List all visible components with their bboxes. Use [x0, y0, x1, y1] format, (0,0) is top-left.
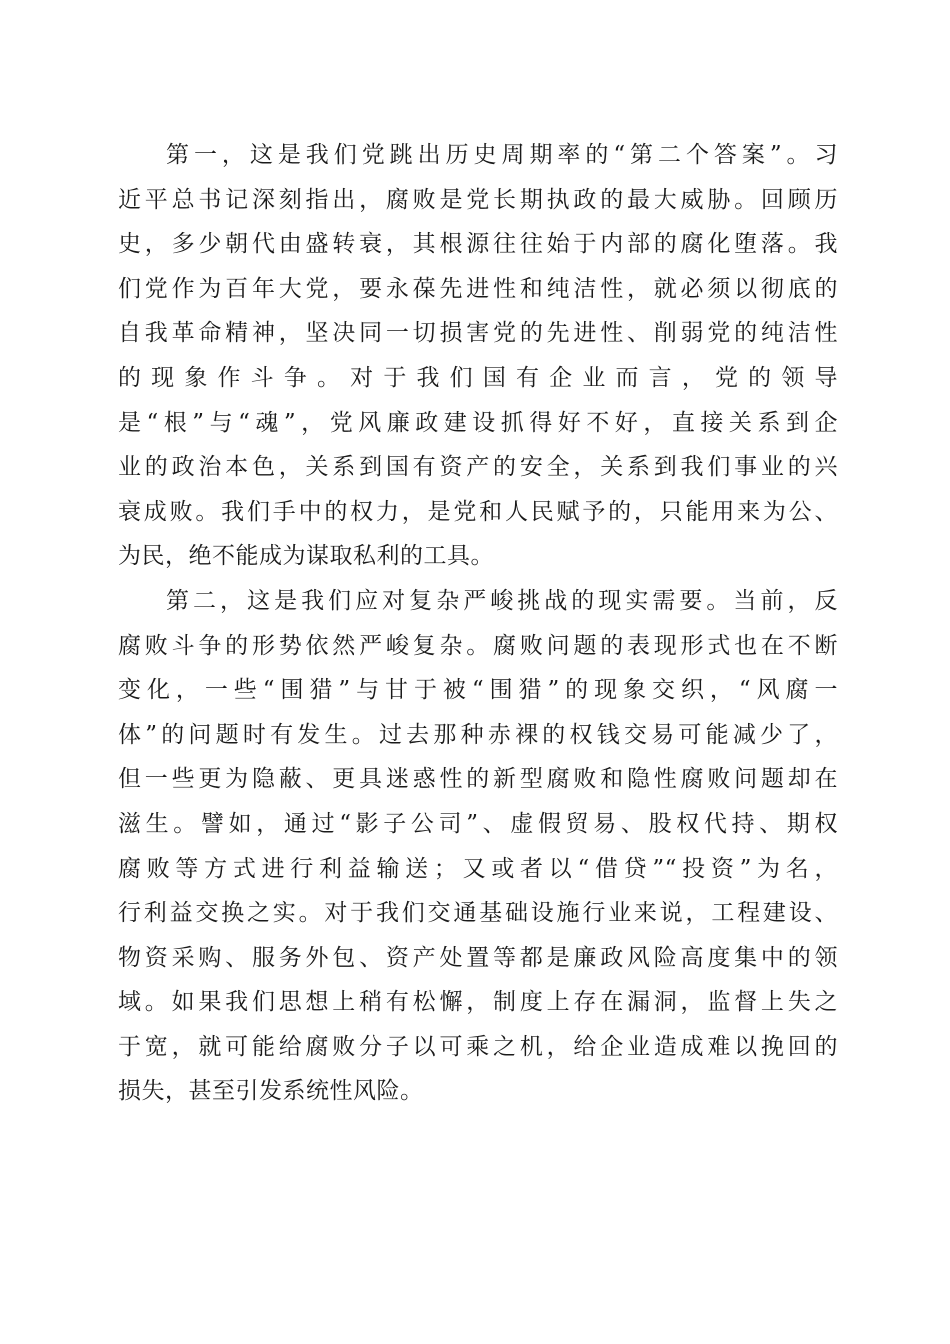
paragraph-2	[118, 579, 838, 1114]
text-line: 衰成败。我们手中的权力，是党和人民赋予的，只能用来为公、	[118, 498, 838, 525]
text-line: 域。如果我们思想上稍有松懈，制度上存在漏洞，监督上失之	[118, 989, 838, 1016]
text-line: 物资采购、服务外包、资产处置等都是廉政风险高度集中的领	[118, 944, 838, 971]
text-line: 体”的问题时有发生。过去那种赤裸的权钱交易可能减少了，	[118, 721, 838, 748]
text-line: 第一，这是我们党跳出历史周期率的“第二个答案”。习	[166, 142, 838, 168]
text-line: 于宽，就可能给腐败分子以可乘之机，给企业造成难以挽回的	[118, 1033, 838, 1060]
text-line: 但一些更为隐蔽、更具迷惑性的新型腐败和隐性腐败问题却在	[118, 766, 838, 793]
text-line: 是“根”与“魂”，党风廉政建设抓得好不好，直接关系到企	[118, 409, 838, 436]
text-line: 的现象作斗争。对于我们国有企业而言，党的领导	[118, 364, 838, 391]
text-line: 为民，绝不能成为谋取私利的工具。	[118, 543, 494, 570]
text-line: 行利益交换之实。对于我们交通基础设施行业来说，工程建设、	[118, 900, 838, 927]
text-line: 第二，这是我们应对复杂严峻挑战的现实需要。当前，反	[166, 587, 838, 614]
text-line: 滋生。譬如，通过“影子公司”、虚假贸易、股权代持、期权	[118, 810, 838, 837]
document-body	[118, 133, 838, 1114]
text-line: 史，多少朝代由盛转衰，其根源往往始于内部的腐化堕落。我	[118, 231, 838, 258]
text-line: 自我革命精神，坚决同一切损害党的先进性、削弱党的纯洁性	[118, 320, 838, 347]
text-line: 变化，一些“围猎”与甘于被“围猎”的现象交织，“风腐一	[118, 677, 838, 704]
text-line: 腐败等方式进行利益输送；又或者以“借贷”“投资”为名，	[118, 855, 838, 882]
text-line: 近平总书记深刻指出，腐败是党长期执政的最大威胁。回顾历	[118, 186, 838, 213]
text-line: 腐败斗争的形势依然严峻复杂。腐败问题的表现形式也在不断	[118, 632, 838, 659]
text-line: 们党作为百年大党，要永葆先进性和纯洁性，就必须以彻底的	[118, 275, 838, 302]
paragraph-1	[118, 133, 838, 579]
text-line: 业的政治本色，关系到国有资产的安全，关系到我们事业的兴	[118, 454, 838, 481]
text-line: 损失，甚至引发系统性风险。	[118, 1078, 424, 1105]
